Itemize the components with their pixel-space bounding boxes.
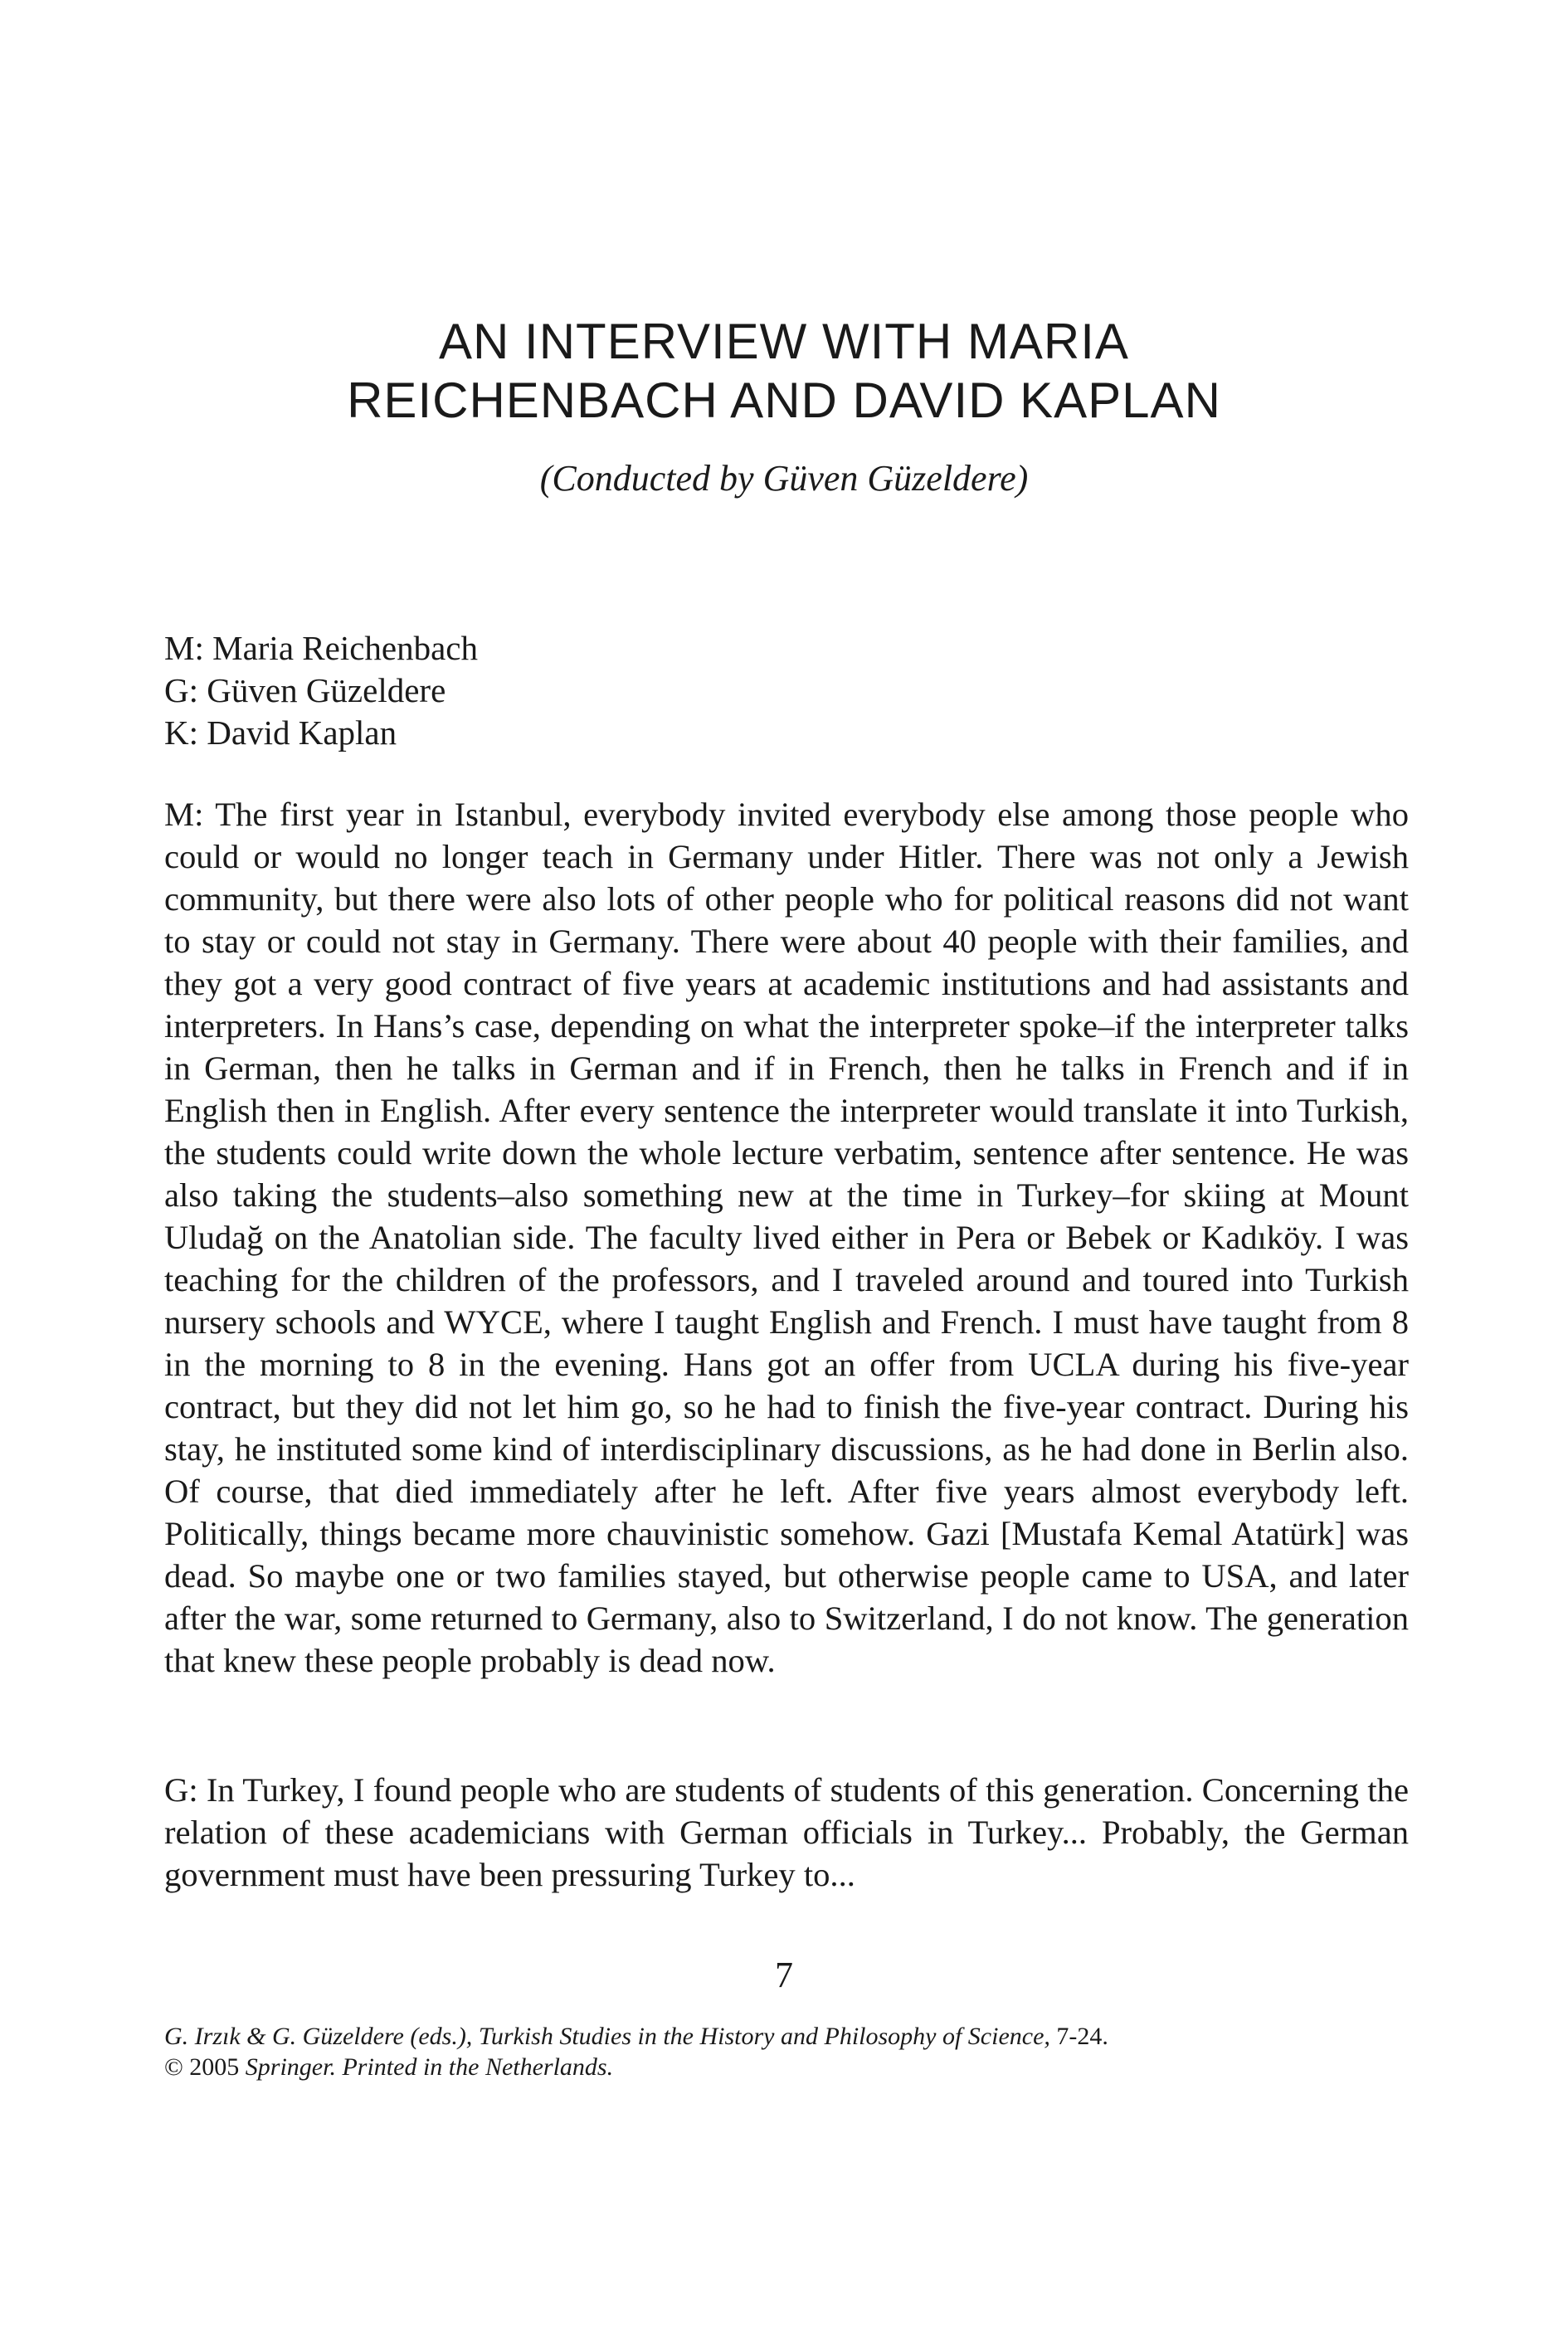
citation-footer [164,2021,1409,2082]
citation-pages: 7-24. [1056,2023,1108,2050]
title-line-1: AN INTERVIEW WITH MARIA [439,314,1129,369]
speaker-entry: M: Maria Reichenbach [164,629,478,667]
speaker-entry: K: David Kaplan [164,713,397,752]
speaker-name: David Kaplan [207,713,397,752]
paragraph-text: In Turkey, I found people who are students of students of this generation. Concerning the relation of these academicians with German officials in Turkey... Probably, the German government must have been pressuring Turkey to... [164,1771,1409,1893]
speaker-name: Maria Reichenbach [212,629,478,667]
copyright-line [164,2052,1409,2082]
title-line-2: REICHENBACH AND DAVID KAPLAN [347,373,1221,428]
speaker-name: Güven Güzeldere [207,671,446,709]
interview-paragraph: G: In Turkey, I found people who are students of students of this generation. Concerning the relation of these academicians with German officials in Turkey... Probably, the German government must have been pressuring Turkey to... [164,1771,1409,1893]
speaker-entry: G: Güven Güzeldere [164,671,446,709]
paragraph-speaker: M [164,796,195,833]
page-number: 7 [775,1955,793,1995]
subtitle: (Conducted by Güven Güzeldere) [539,458,1029,499]
copyright-publisher: Springer. Printed in the Netherlands. [245,2053,614,2081]
paragraph-text: The first year in Istanbul, everybody invited everybody else among those people who could or would no longer teach in Germany under Hitler. There was not only a Jewish community, but there were also lots of other people who for political reasons did not want to stay or could not stay in Germany. There were about 40 people with their families, and they got a very good contract of five years at academic institutions and had assistants and interpreters. In Hans’s case, depending on what the interpreter spoke–if the interpreter talks in German, then he talks in German and if in French, then he talks in French and if in English then in English. After every sentence the interpreter would translate it into Turkish, the students could write down the whole lecture verbatim, sentence after sentence. He was also taking the students–also something new at the time in Turkey–for skiing at Mount Uludağ on the Anatolian side. The faculty lived either in Pera or Bebek or Kadıköy. I was teaching for the children of the professors, and I traveled around and toured into Turkish nursery schools and WYCE, where I taught English and French. I must have taught from 8 in the morning to 8 in the evening. Hans got an offer from UCLA during his five-year contract, but they did not let him go, so he had to finish the five-year contract. During his stay, he instituted some kind of interdisciplinary discussions, as he had done in Berlin also. Of course, that died immediately after he left. After five years almost everybody left. Politically, things became more chauvinistic somehow. Gazi [Mustafa Kemal Atatürk] was dead. So maybe one or two families stayed, but otherwise people came to USA, and later after the war, some returned to Germany, also to Switzerland, I do not know. The generation that knew these people probably is dead now. [164,796,1409,1679]
speaker-code: M [164,629,195,667]
citation-editors: G. Irzık & G. Güzeldere (eds.), [164,2023,473,2050]
copyright-symbol: © [164,2053,183,2081]
paragraph-speaker: G [164,1771,189,1809]
speaker-code: G [164,671,189,709]
citation-book-title: Turkish Studies in the History and Philosophy of Science, [478,2023,1050,2050]
speaker-list [164,627,1409,754]
citation-line [164,2021,1409,2052]
speaker-code: K [164,713,189,752]
interview-paragraph: M: The first year in Istanbul, everybody invited everybody else among those people who could or would no longer teach in Germany under Hitler. There was not only a Jewish community, but there were also lots of other people who for political reasons did not want to stay or could not stay in Germany. There were about 40 people with their families, and they got a very good contract of five years at academic institutions and had assistants and interpreters. In Hans’s case, depending on what the interpreter spoke–if the interpreter talks in German, then he talks in German and if in French, then he talks in French and if in English then in English. After every sentence the interpreter would translate it into Turkish, the students could write down the whole lecture verbatim, sentence after sentence. He was also taking the students–also something new at the time in Turkey–for skiing at Mount Uludağ on the Anatolian side. The faculty lived either in Pera or Bebek or Kadıköy. I was teaching for the children of the professors, and I traveled around and toured into Turkish nursery schools and WYCE, where I taught English and French. I must have taught from 8 in the morning to 8 in the evening. Hans got an offer from UCLA during his five-year contract, but they did not let him go, so he had to finish the five-year contract. During his stay, he instituted some kind of interdisciplinary discussions, as he had done in Berlin also. Of course, that died immediately after he left. After five years almost everybody left. Politically, things became more chauvinistic somehow. Gazi [Mustafa Kemal Atatürk] was dead. So maybe one or two families stayed, but otherwise people came to USA, and later after the war, some returned to Germany, also to Switzerland, I do not know. The generation that knew these people probably is dead now. [164,796,1409,1679]
copyright-year: 2005 [189,2053,240,2081]
